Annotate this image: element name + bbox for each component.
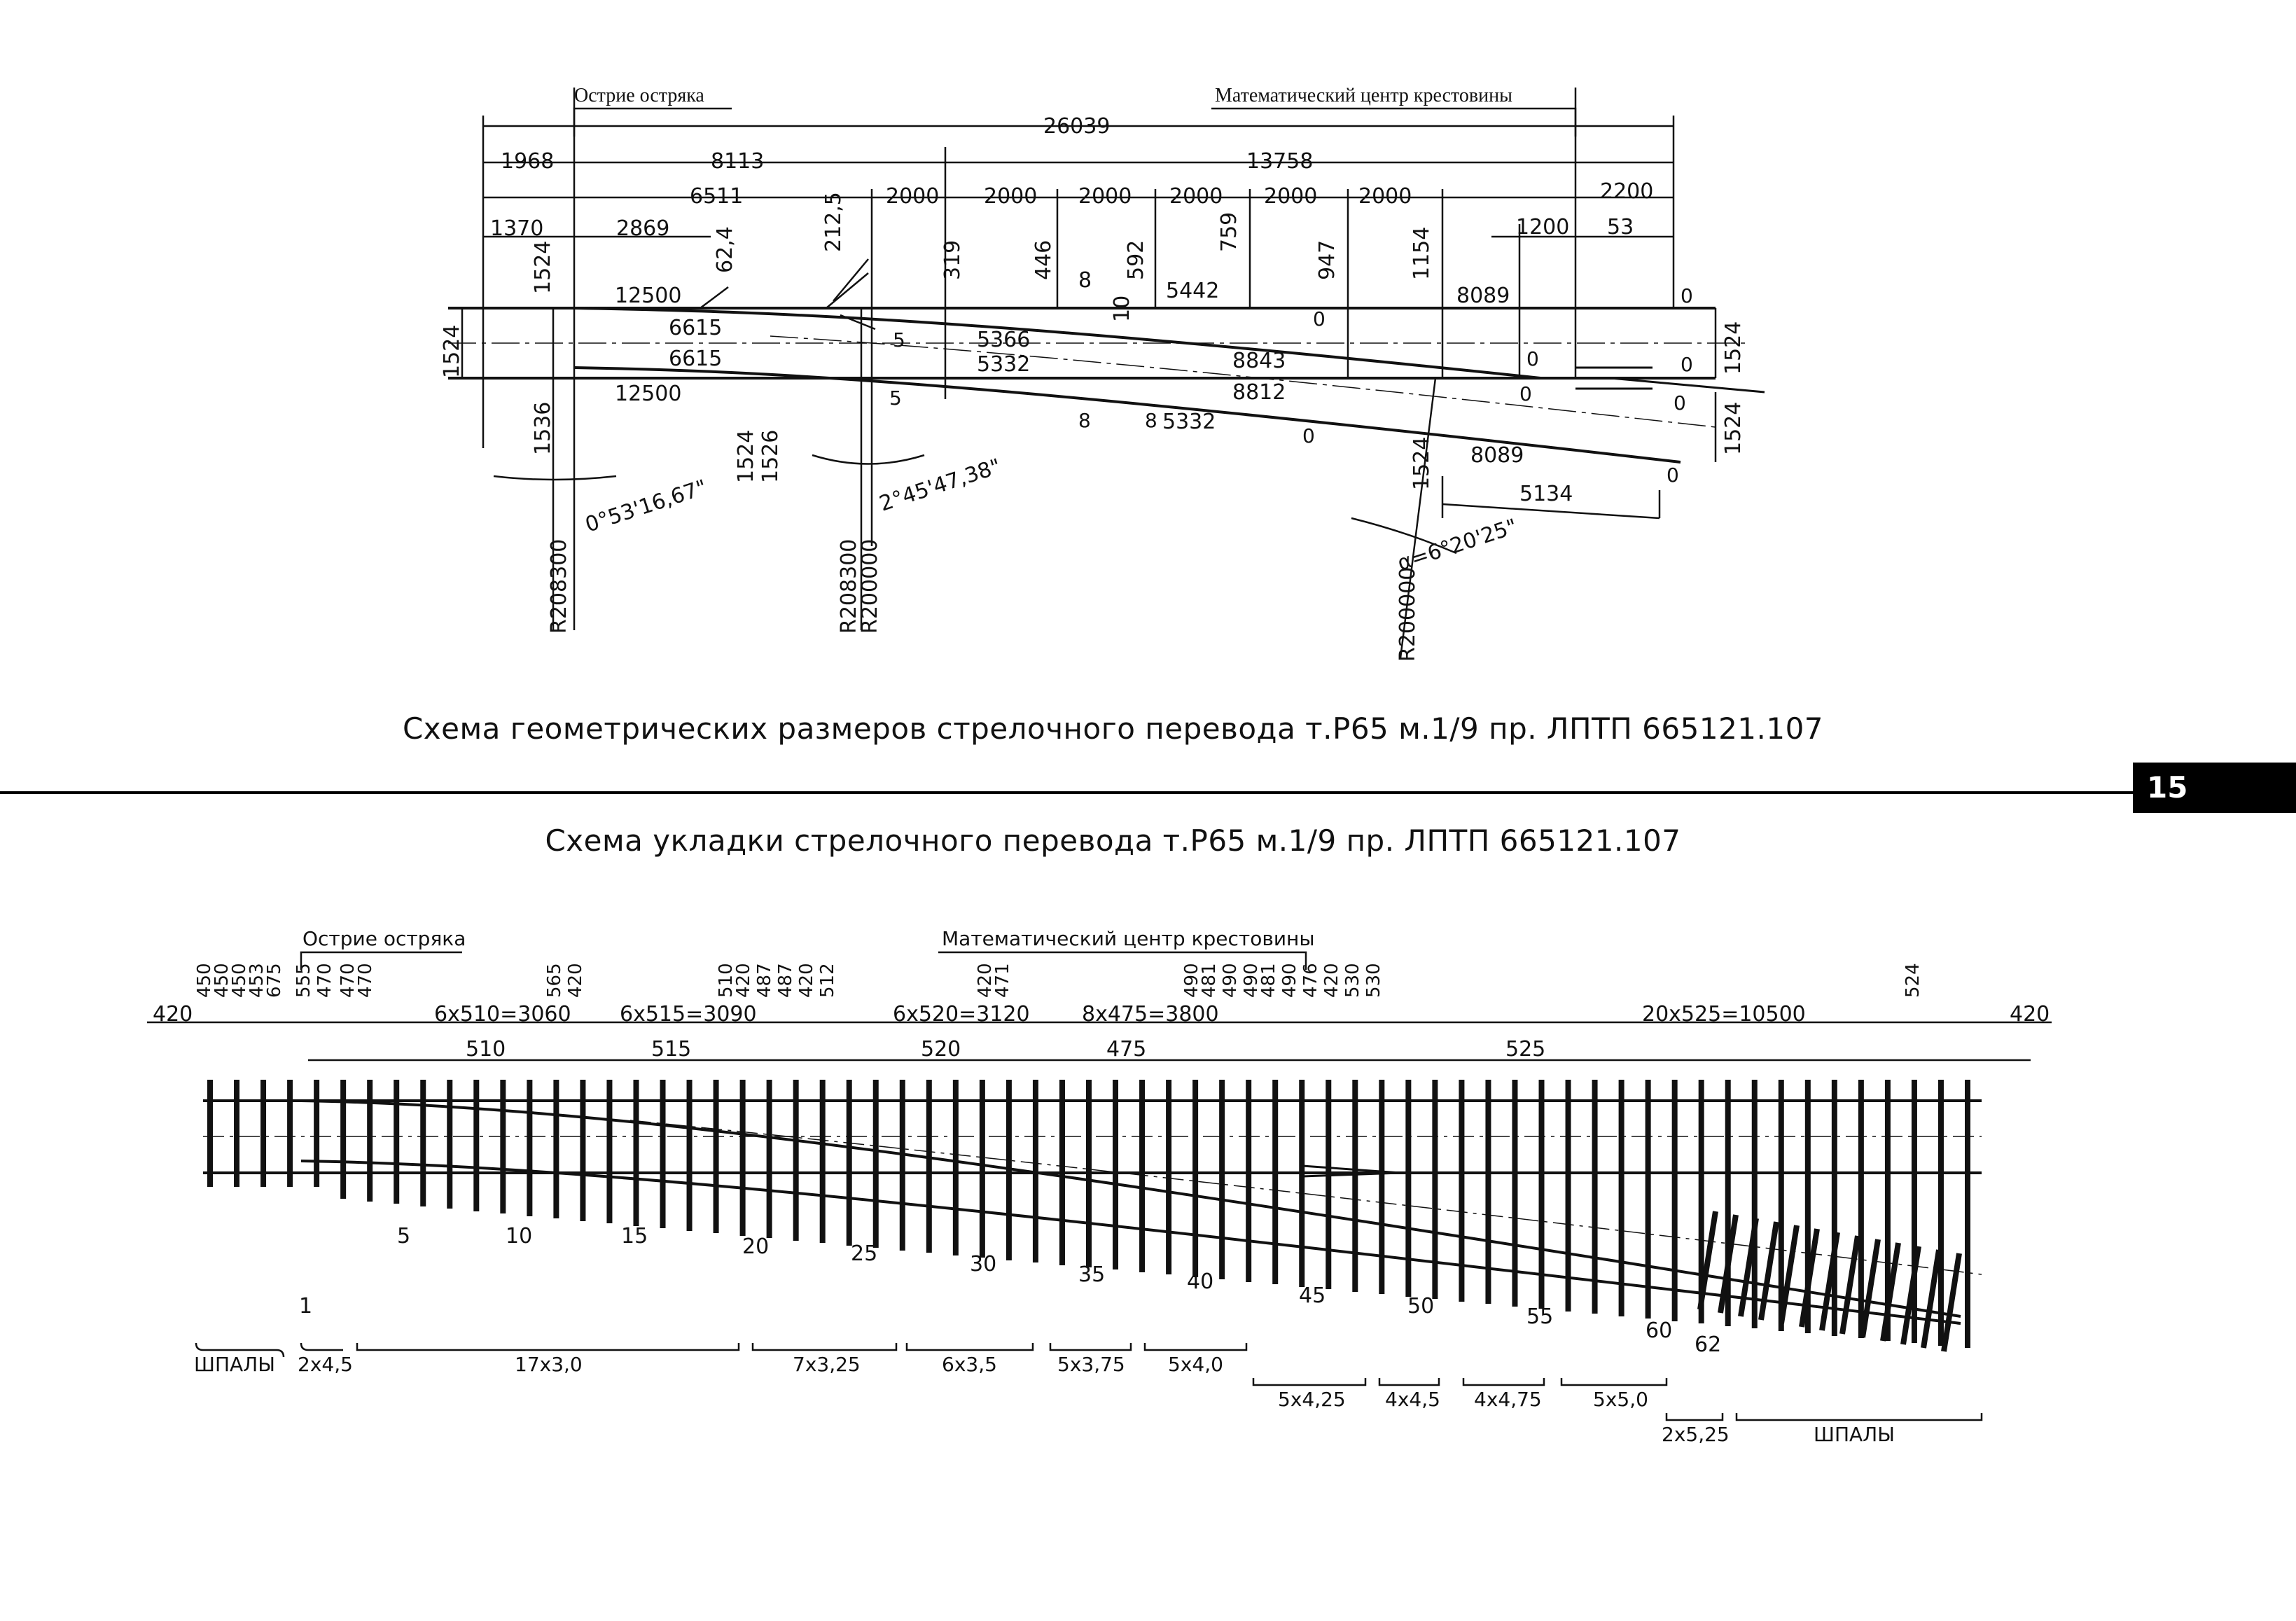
lay-pitch: 475 [1106,1037,1147,1062]
lay-number: 30 [970,1252,997,1276]
geo-vert: 1524 [531,240,555,294]
spacing-label: 420 [975,963,996,998]
lay-number: 10 [506,1224,533,1248]
spacing-label: 450 [229,963,250,998]
spacing-label: 490 [1181,963,1202,998]
lay-label-center: Математический центр крестовины [942,927,1315,950]
bundle-label: 5x4,25 [1278,1388,1346,1411]
lay-pitch: 510 [466,1037,506,1062]
spacing-label: 490 [1279,963,1300,998]
geo-dim: 2000 [1078,184,1132,209]
geo-radius: R208300 [837,538,861,634]
geo-dim: 1200 [1516,215,1570,239]
bundle-label: 5x3,75 [1057,1353,1125,1376]
geo-vert: 8 [1078,268,1092,293]
geometry-scheme [0,0,2296,707]
geo-vert: 446 [1031,239,1056,280]
geo-small: 5 [889,387,902,410]
lay-number: 45 [1299,1283,1326,1308]
spacing-label: 420 [796,963,817,998]
lay-label-point: Острие остряка [302,927,466,950]
geo-vert: 10 [1110,295,1134,322]
lay-end-dim: 420 [2010,1002,2050,1027]
lay-pitch: 525 [1505,1037,1546,1062]
geo-dim: 2000 [1264,184,1318,209]
lay-group: 8x475=3800 [1082,1002,1219,1027]
bundle-label: 4x4,5 [1385,1388,1440,1411]
spacing-label: 450 [211,963,232,998]
bundle-label: ШПАЛЫ [1814,1423,1895,1446]
lay-number: 55 [1526,1305,1554,1329]
lay-group: 20x525=10500 [1642,1002,1806,1027]
geo-dim: 8113 [711,149,765,174]
lay-end-dim: 420 [153,1002,193,1027]
layout-scheme [0,875,2296,1617]
spacing-labels [194,963,1923,998]
spacing-label: 481 [1199,963,1220,998]
geo-vert: 319 [940,239,965,280]
geo-gauge: 1524 [440,324,464,378]
spacing-label: 470 [355,963,376,998]
spacing-label: 524 [1902,963,1923,998]
lay-number: 35 [1078,1262,1106,1287]
geo-len: 8812 [1232,380,1286,405]
spacing-label: 470 [338,963,359,998]
spacing-label: 476 [1300,963,1321,998]
geo-dim: 2000 [984,184,1038,209]
bundle-label: 17x3,0 [515,1353,583,1376]
geo-vert: 947 [1315,239,1340,280]
geo-dim: 1968 [501,149,555,174]
bundle-label: 2x4,5 [298,1353,353,1376]
spacing-label: 481 [1258,963,1279,998]
geo-len: 6615 [669,347,723,371]
geo-len: 8089 [1470,443,1524,468]
geo-gauge: 1524 [1721,321,1746,375]
geo-radius: R200000 [1396,566,1420,662]
spacing-label: 510 [716,963,737,998]
geo-len: 8843 [1232,349,1286,373]
lay-group: 6x510=3060 [434,1002,571,1027]
lay-number: 60 [1646,1319,1673,1343]
geo-len: 12500 [615,284,682,308]
geo-len: 5442 [1166,279,1220,303]
lay-group: 6x515=3090 [620,1002,757,1027]
geo-radius: R200000 [858,538,882,634]
geo-small: 0 [1519,382,1532,405]
spacing-label: 470 [314,963,335,998]
geo-dim: 2000 [886,184,940,209]
spacing-label: 490 [1241,963,1262,998]
geo-len: 8089 [1456,284,1510,308]
layout-title: Схема укладки стрелочного перевода т.Р65 м.1/9 пр. ЛПТП 665121.107 [545,823,1681,858]
geo-len: 12500 [615,382,682,406]
spacing-label: 512 [817,963,838,998]
lay-number: 15 [621,1224,648,1248]
bundle-label: 5x4,0 [1168,1353,1223,1376]
geo-len: 5332 [977,352,1031,377]
spacing-label: 487 [775,963,796,998]
spacing-label: 450 [194,963,215,998]
spacing-label: 420 [1321,963,1342,998]
geo-angle: 2°45'47,38" [876,454,1004,517]
spacing-label: 471 [992,963,1013,998]
lay-number: 5 [397,1224,411,1248]
sleeper-diverging [1944,1253,1959,1351]
spacing-label: 453 [246,963,267,998]
geo-len: 6615 [669,316,723,340]
lay-number: 40 [1187,1269,1214,1294]
spacing-label: 420 [565,963,586,998]
geo-small: 0 [1681,353,1693,376]
sleeper-diverging [1761,1222,1776,1320]
spacing-label: 490 [1220,963,1241,998]
bundle-label: 4x4,75 [1474,1388,1542,1411]
geo-dim: 2869 [616,216,670,241]
geo-vert: 1154 [1410,226,1434,280]
geometry-title: Схема геометрических размеров стрелочного перевода т.Р65 м.1/9 пр. ЛПТП 665121.107 [402,711,1824,746]
geo-gauge: 1524 [1410,436,1434,490]
geo-label-point: Острие остряка [574,85,704,106]
bundle-label: 5x5,0 [1593,1388,1648,1411]
spacing-label: 675 [264,963,285,998]
page-divider [0,791,2143,794]
geo-small: 0 [1313,307,1326,331]
sleeper-diverging [1923,1250,1939,1348]
lay-number: 1 [299,1294,313,1319]
spacing-label: 530 [1363,963,1384,998]
geo-dim: 6511 [690,184,744,209]
geo-len: 5332 [1162,410,1216,434]
lay-group: 6x520=3120 [893,1002,1030,1027]
spacing-label: 565 [544,963,565,998]
geo-dim: 2000 [1358,184,1412,209]
spacing-label: 420 [733,963,754,998]
lay-number: 20 [742,1234,770,1259]
geo-small: 0 [1667,464,1679,487]
geo-vert: 592 [1124,239,1148,280]
geo-vert: 62,4 [713,226,737,273]
lay-pitch: 520 [921,1037,961,1062]
lay-number: 25 [851,1241,878,1266]
geo-small: 8 [1145,409,1157,432]
geo-small: 0 [1302,424,1315,447]
spacing-label: 555 [293,963,314,998]
geo-radius: R208300 [547,538,571,634]
sleeper-diverging [1863,1239,1878,1337]
page-number-badge: 15 [2133,763,2296,813]
sleeper-diverging [1842,1236,1858,1334]
geo-angle: 0°53'16,67" [582,475,710,538]
geo-vert: 212,5 [821,192,846,252]
sleepers [210,1080,1968,1351]
spacing-label: 487 [754,963,775,998]
geo-small: 0 [1526,347,1539,370]
geo-len: 5134 [1519,482,1573,506]
lay-number: 50 [1407,1294,1435,1319]
geo-small: 0 [1674,391,1686,415]
lay-number: 62 [1695,1333,1722,1357]
geo-label-center: Математический центр крестовины [1215,85,1512,106]
geo-dim: 1370 [490,216,544,241]
geo-gauge: 1526 [758,429,783,483]
geo-vert: 759 [1217,211,1241,252]
geo-small: 8 [1078,409,1091,432]
bundle-label: 2x5,25 [1662,1423,1730,1446]
geo-gauge: 1524 [734,429,758,483]
geo-small: 0 [1681,284,1693,307]
bundle-label: ШПАЛЫ [194,1353,275,1376]
geo-gauge: 1536 [531,401,555,455]
geo-dim: 2000 [1169,184,1223,209]
bundle-label: 6x3,5 [942,1353,997,1376]
geo-dim: 53 [1607,215,1634,239]
spacing-label: 530 [1342,963,1363,998]
geo-dim-total: 26039 [1043,114,1111,139]
lay-pitch: 515 [651,1037,692,1062]
geo-len: 5366 [977,328,1031,352]
bundle-label: 7x3,25 [793,1353,861,1376]
geo-gauge: 1524 [1721,401,1746,455]
geo-dim: 13758 [1246,149,1314,174]
geo-dim: 2200 [1600,179,1654,204]
geo-angle: α=6°20'25" [1394,514,1521,576]
geo-small: 5 [893,328,905,352]
